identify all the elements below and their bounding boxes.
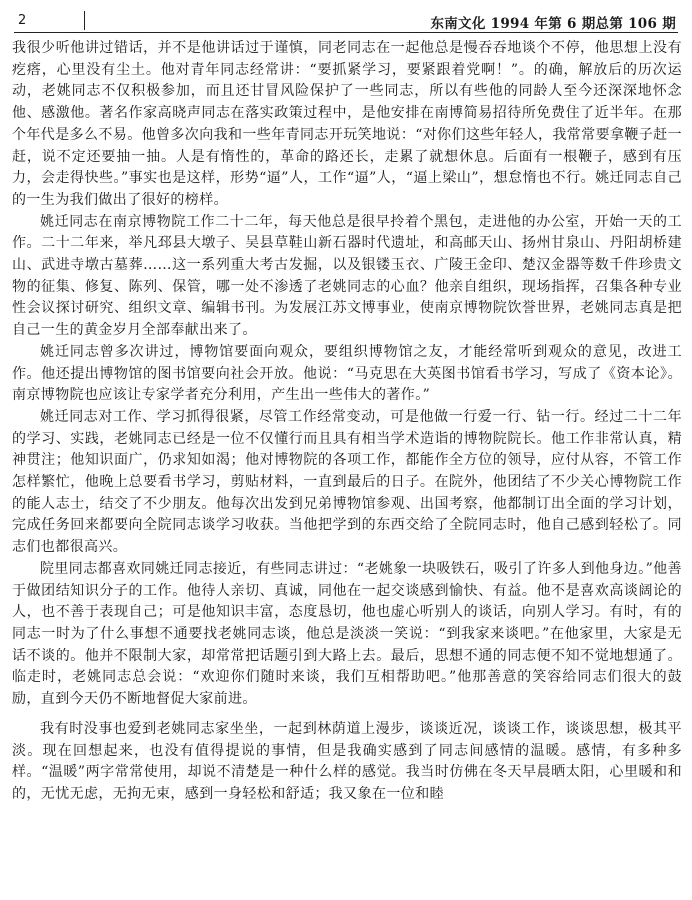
running-header	[14, 10, 678, 33]
page-number: 2	[18, 13, 27, 28]
paragraph: 我很少听他讲过错话，并不是他讲话过于谨慎，同老同志在一起他总是慢吞吞地谈个不停，他思想上没有疙瘩，心里没有尘土。他对青年同志经常讲：“要抓紧学习，要紧跟着党啊！”。的确，解放后的历次运动，老姚同志不仅积极参加，而且还甘冒风险保护了一些同志，所以有些他的同龄人至今还深深地怀念他、感激他。著名作家高晓声同志在落实政策过程中，是他安排在南博简易招待所免费住了近半年。在那个年代是多么不易。他曾多次向我和一些年青同志开玩笑地说：“对你们这些年轻人，我常常要拿鞭子赶一赶，说不定还要抽一抽。人是有惰性的，革命的路还长，走累了就想休息。后面有一根鞭子，感到有压力，会走得快些。”事实也是这样，形势“逼”人，工作“逼”人，“逼上梁山”，想怠惰也不行。姚迁同志自己的一生为我们做出了很好的榜样。	[12, 40, 682, 208]
header-divider	[84, 11, 85, 30]
paragraph: 院里同志都喜欢同姚迁同志接近，有些同志讲过：“老姚象一块吸铁石，吸引了许多人到他身边。”他善于做团结知识分子的工作。他待人亲切、真诚，同他在一起交谈感到愉快、有益。他不是喜欢高谈阔论的人，也不善于表现自己；可是他知识丰富，态度恳切，他也虚心听别人的谈话，向别人学习。有时，有的同志一时为了什么事想不通要找老姚同志谈，他总是淡淡一笑说：“到我家来谈吧。”在他家里，大家是无话不谈的。他并不限制大家，却常常把话题引到大路上去。最后，思想不通的同志便不知不觉地想通了。临走时，老姚同志总会说：“欢迎你们随时来谈，我们互相帮助吧。”他那善意的笑容给同志们很大的鼓励，直到今天仍不断地督促大家前进。	[12, 560, 682, 708]
running-title: 东南文化 1994 年第 6 期总第 106 期	[430, 16, 676, 32]
article-body	[12, 38, 682, 806]
paragraph: 姚迁同志在南京博物院工作二十二年，每天他总是很早拎着个黑包，走进他的办公室，开始一天的工作。二十二年来，举凡邳县大墩子、吴县草鞋山新石器时代遗址，和高邮天山、扬州甘泉山、丹阳胡桥建山、武进寺墩古墓葬……这一系列重大考古发掘，以及银镂玉衣、广陵王金印、楚汉金器等数千件珍贵文物的征集、修复、陈列、保管，哪一处不渗透了老姚同志的心血？他亲自组织，现场指挥，召集各种专业性会议探讨研究、组织文章、编辑书刊。为发展江苏文博事业，使南京博物院饮誉世界，老姚同志真是把自己一生的黄金岁月全部奉献出来了。	[12, 213, 682, 339]
paragraph: 姚迁同志对工作、学习抓得很紧，尽管工作经常变动，可是他做一行爱一行、钻一行。经过二十二年的学习、实践，老姚同志已经是一位不仅懂行而且具有相当学术造诣的博物院院长。他工作非常认真，精神贯注；他知识面广，仍求知如渴；他对博物院的各项工作，都能作全方位的领导，应付从容，不管工作怎样繁忙，他晚上总要看书学习，剪贴材料，一直到最后的日子。在院外，他团结了不少关心博物院工作的能人志士，结交了不少朋友。他每次出发到兄弟博物馆参观、出国考察，他都制订出全面的学习计划，完成任务回来都要向全院同志谈学习收获。当他把学到的东西交给了全院同志时，他自己感到轻松了。同志们也都很高兴。	[12, 408, 682, 556]
paragraph: 姚迁同志曾多次讲过，博物馆要面向观众，要组织博物馆之友，才能经常听到观众的意见，改进工作。他还提出博物馆的图书馆要向社会开放。他说：“马克思在大英图书馆看书学习，写成了《资本论》。南京博物院也应该让专家学者充分利用，产生出一些伟大的著作。”	[12, 343, 682, 404]
paragraph: 我有时没事也爱到老姚同志家坐坐，一起到林荫道上漫步，谈谈近况，谈谈工作，谈谈思想，极其平淡。现在回想起来，也没有值得提说的事情，但是我确实感到了同志间感情的温暖。感情，有多种多样。“温暖”两字常常使用，却说不清楚是一种什么样的感觉。我当时仿佛在冬天早晨晒太阳，心里暖和和的，无忧无虑，无拘无束，感到一身轻松和舒适；我又象在一位和睦	[12, 720, 682, 802]
